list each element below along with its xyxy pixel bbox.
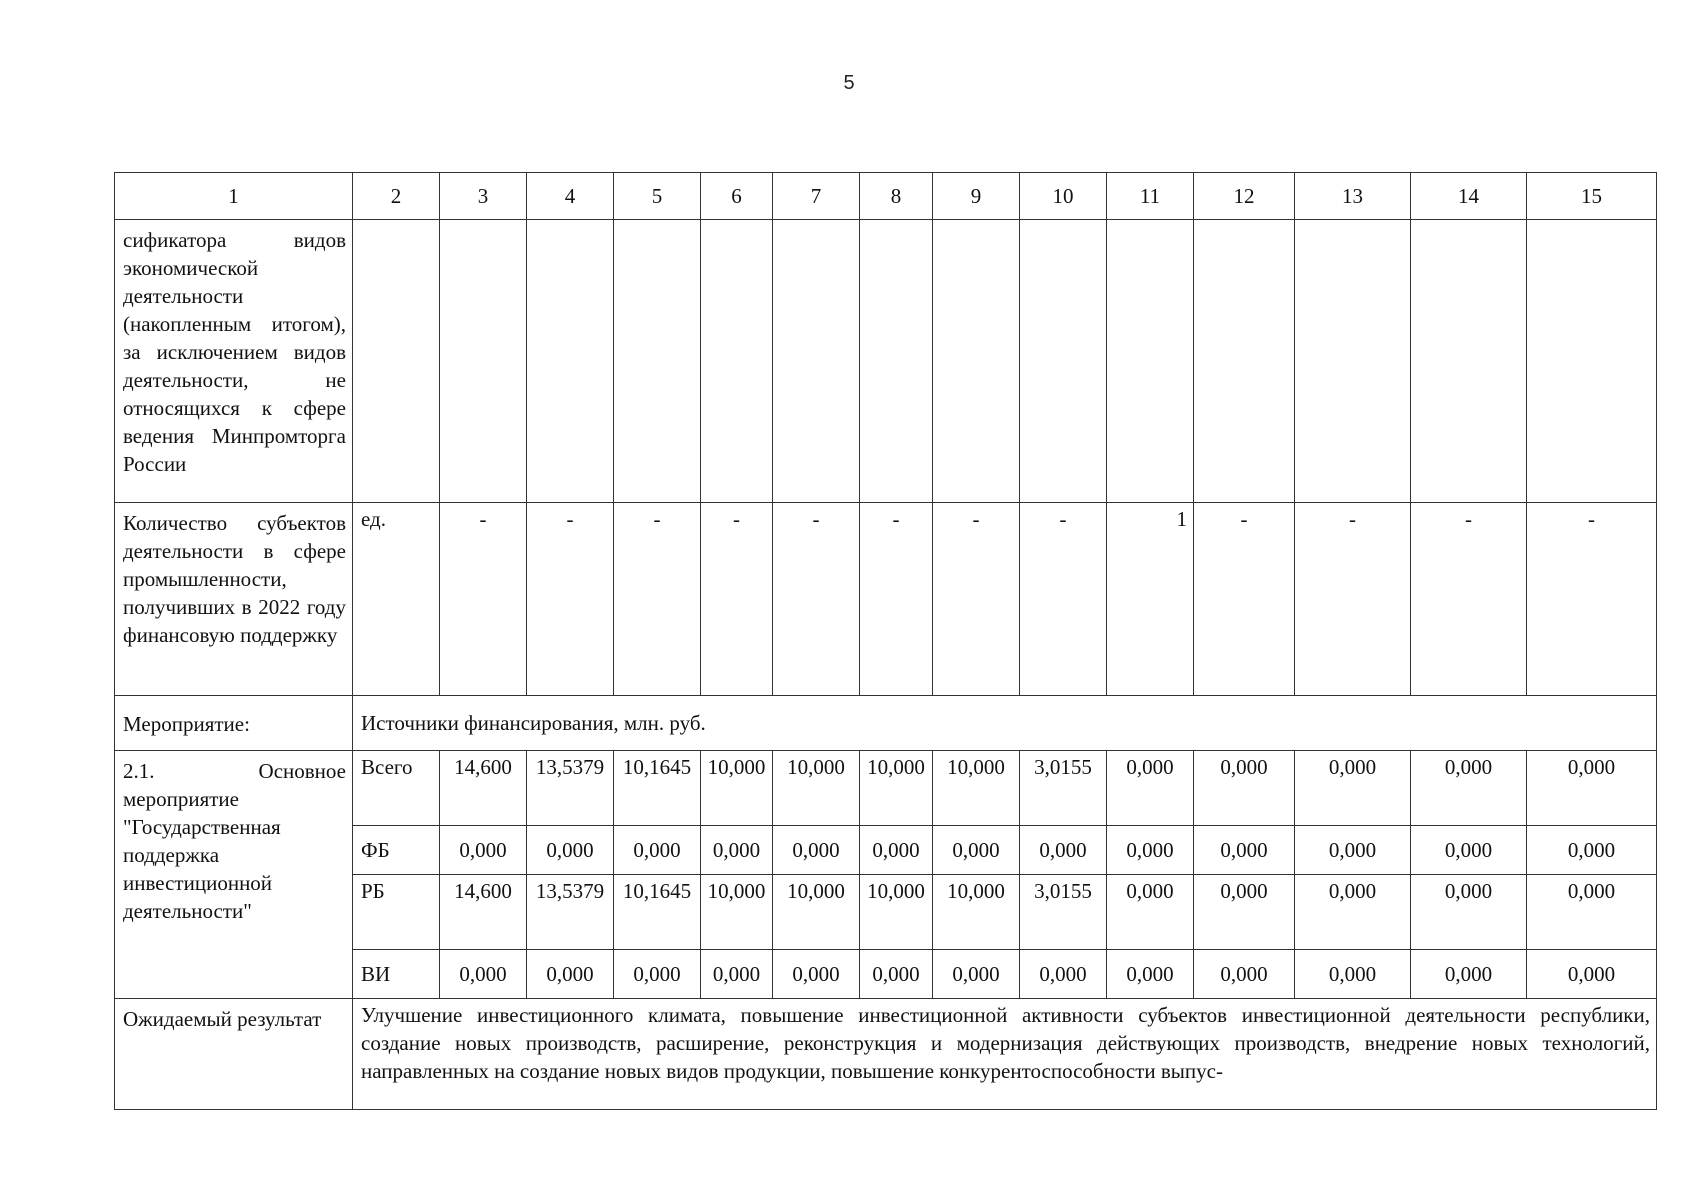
table-cell [701,220,773,503]
value-cell: 10,000 [773,875,860,950]
value-cell: 0,000 [1527,875,1657,950]
value-cell: 1 [1107,503,1194,696]
value-cell: 0,000 [527,950,614,999]
value-cell: 0,000 [1295,751,1411,826]
table-cell [527,220,614,503]
col-header-1: 1 [115,173,353,220]
value-cell: 10,1645 [614,875,701,950]
column-number-row [115,173,1657,220]
value-cell: 0,000 [614,826,701,875]
table-cell [933,220,1020,503]
table-cell [1020,220,1107,503]
col-header-10: 10 [1020,173,1107,220]
funding-source: ВИ [353,950,440,999]
value-cell: 10,000 [701,875,773,950]
value-cell: - [1411,503,1527,696]
value-cell: 0,000 [1107,751,1194,826]
value-cell: - [860,503,933,696]
funding-source: ФБ [353,826,440,875]
funding-source: Всего [353,751,440,826]
value-cell: 0,000 [701,950,773,999]
value-cell: 14,600 [440,875,527,950]
value-cell: 0,000 [701,826,773,875]
value-cell: 10,000 [773,751,860,826]
value-cell: 0,000 [1295,826,1411,875]
col-header-11: 11 [1107,173,1194,220]
table-cell [1295,220,1411,503]
value-cell: 0,000 [1527,751,1657,826]
value-cell: 0,000 [1527,950,1657,999]
table-cell [860,220,933,503]
table-cell [773,220,860,503]
col-header-6: 6 [701,173,773,220]
indicator-label: сификатора видов экономической деятельности (накопленным итогом), за исключением видов деятельности, не относящихся к сфере ведения Минпромторга России [115,220,353,503]
value-cell: - [1527,503,1657,696]
value-cell: 0,000 [1194,751,1295,826]
table-cell [1411,220,1527,503]
value-cell: - [1194,503,1295,696]
col-header-14: 14 [1411,173,1527,220]
value-cell: 0,000 [860,950,933,999]
value-cell: 10,000 [701,751,773,826]
value-cell: 0,000 [614,950,701,999]
value-cell: 0,000 [933,826,1020,875]
value-cell: - [1295,503,1411,696]
value-cell: 0,000 [1020,826,1107,875]
value-cell: 13,5379 [527,751,614,826]
value-cell: 0,000 [1411,826,1527,875]
table-row [115,751,1657,826]
value-cell: 0,000 [1020,950,1107,999]
value-cell: 0,000 [773,826,860,875]
value-cell: - [527,503,614,696]
value-cell: - [440,503,527,696]
value-cell: 0,000 [527,826,614,875]
table-row [115,999,1657,1110]
value-cell: 13,5379 [527,875,614,950]
value-cell: 0,000 [860,826,933,875]
table-row [115,220,1657,503]
value-cell: 10,000 [860,875,933,950]
value-cell: 0,000 [1411,950,1527,999]
table-cell [440,220,527,503]
value-cell: 0,000 [1107,826,1194,875]
value-cell: 0,000 [1411,751,1527,826]
value-cell: 0,000 [773,950,860,999]
value-cell: 10,000 [933,751,1020,826]
value-cell: 0,000 [1527,826,1657,875]
unit-cell: ед. [353,503,440,696]
table-cell [1194,220,1295,503]
value-cell: - [701,503,773,696]
value-cell: 0,000 [1194,826,1295,875]
col-header-4: 4 [527,173,614,220]
value-cell: 0,000 [1411,875,1527,950]
value-cell: - [1020,503,1107,696]
table-row [115,503,1657,696]
funding-source: РБ [353,875,440,950]
expected-result-label: Ожидаемый результат [115,999,353,1110]
col-header-2: 2 [353,173,440,220]
program-table [114,172,1657,1110]
value-cell: 0,000 [1295,875,1411,950]
indicator-label: Количество субъектов деятельности в сфере промышленности, получивших в 2022 году финансовую поддержку [115,503,353,696]
value-cell: 0,000 [440,950,527,999]
value-cell: - [933,503,1020,696]
value-cell: 0,000 [1107,875,1194,950]
funding-sources-title: Источники финансирования, млн. руб. [353,696,1657,751]
expected-result-text: Улучшение инвестиционного климата, повышение инвестиционной активности субъектов инвестиционной деятельности республики, создание новых производств, расширение, реконструкция и модернизация действующих производств, внедрение новых технологий, направленных на создание новых видов продукции, повышение конкурентоспособности выпус- [353,999,1657,1110]
col-header-12: 12 [1194,173,1295,220]
value-cell: 10,1645 [614,751,701,826]
value-cell: 10,000 [933,875,1020,950]
value-cell: 0,000 [933,950,1020,999]
value-cell: 3,0155 [1020,875,1107,950]
page-number: 5 [843,72,855,94]
table-row [115,696,1657,751]
value-cell: 0,000 [1295,950,1411,999]
event-header-label: Мероприятие: [115,696,353,751]
table-cell [353,220,440,503]
value-cell: 3,0155 [1020,751,1107,826]
value-cell: 0,000 [440,826,527,875]
col-header-15: 15 [1527,173,1657,220]
col-header-5: 5 [614,173,701,220]
value-cell: 0,000 [1194,950,1295,999]
table-cell [1527,220,1657,503]
table-cell [614,220,701,503]
col-header-9: 9 [933,173,1020,220]
value-cell: - [614,503,701,696]
col-header-13: 13 [1295,173,1411,220]
value-cell: - [773,503,860,696]
col-header-3: 3 [440,173,527,220]
value-cell: 0,000 [1194,875,1295,950]
value-cell: 14,600 [440,751,527,826]
col-header-8: 8 [860,173,933,220]
table-cell [1107,220,1194,503]
value-cell: 10,000 [860,751,933,826]
event-label: 2.1. Основное мероприятие "Государственная поддержка инвестиционной деятельности" [115,751,353,999]
value-cell: 0,000 [1107,950,1194,999]
col-header-7: 7 [773,173,860,220]
